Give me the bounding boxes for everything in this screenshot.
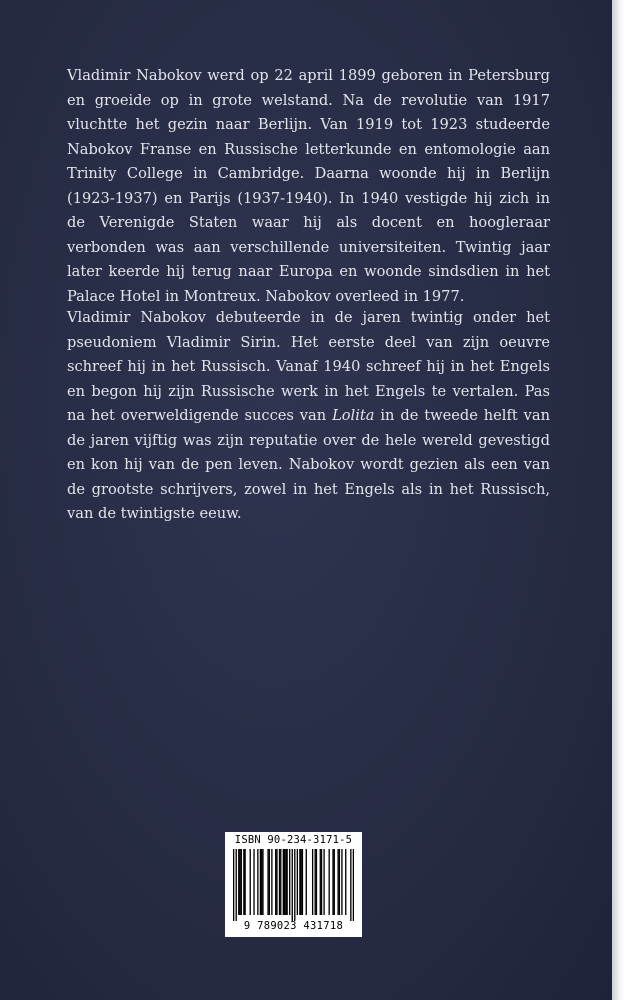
barcode-bar xyxy=(262,849,263,915)
barcode-bar xyxy=(236,849,237,921)
barcode-label xyxy=(225,832,362,937)
barcode-bar xyxy=(271,849,272,915)
ean-digits: 9 789023 431718 xyxy=(243,920,344,932)
barcode-bar xyxy=(241,849,242,915)
barcode-bar xyxy=(332,849,333,915)
isbn-number: ISBN 90-234-3171-5 xyxy=(234,834,353,846)
barcode-bar xyxy=(284,849,285,915)
barcode-bar xyxy=(294,849,295,921)
barcode-bar xyxy=(239,849,240,915)
barcode-bar xyxy=(276,849,277,915)
barcode-bar xyxy=(267,849,268,915)
barcode-bar xyxy=(306,849,307,915)
author-works-paragraph xyxy=(67,306,550,527)
barcode-bar xyxy=(244,849,245,915)
barcode-bar xyxy=(350,849,351,921)
barcode-bar xyxy=(329,849,330,915)
barcode-bar xyxy=(345,849,346,915)
barcode-bar xyxy=(275,849,276,915)
barcode-bar xyxy=(312,849,313,915)
barcode-bar xyxy=(260,849,261,915)
barcode-bars xyxy=(233,849,354,921)
barcode-bar xyxy=(289,849,290,915)
barcode-bar xyxy=(269,849,270,915)
barcode-bar xyxy=(243,849,244,915)
book-title-lolita: Lolita xyxy=(332,407,375,424)
barcode-bar xyxy=(302,849,303,915)
barcode-bar xyxy=(315,849,316,915)
barcode-bar xyxy=(250,849,251,915)
barcode-bar xyxy=(283,849,284,915)
paragraph-text: Vladimir Nabokov werd op 22 april 1899 geboren in Petersburg en groeide op in grote welstand. Na de revolutie van 1917 vluchtte het gezin naar Berlijn. Van 1919 tot 1923 studeerde Nabokov Franse en Russische letterkunde en entomologie aan Trinity College in Cambridge. Daarna woonde hij in Berlijn (1923-1937) en Parijs (1937-1940). In 1940 vestigde hij zich in de Verenigde Staten waar hij als docent en hoogleraar verbonden was aan verschillende universiteiten. Twintig jaar later keerde hij terug naar Europa en woonde sindsdien in het Palace Hotel in Montreux. Nabokov overleed in 1977. xyxy=(67,67,550,305)
barcode-bar xyxy=(341,849,342,915)
barcode-bar xyxy=(323,849,324,915)
barcode-bar xyxy=(285,849,286,915)
barcode-bar xyxy=(339,849,340,915)
barcode-bar xyxy=(292,849,293,921)
barcode-bar xyxy=(353,849,354,921)
paragraph-text: in de tweede helft van de jaren vijftig was zijn reputatie over de hele wereld gevestigd en kon hij van de pen leven. Nabokov wordt gezien als een van de grootste schrijvers, zowel in het Engels als in het Russisch, van de twintigste eeuw. xyxy=(67,407,550,522)
barcode-bar xyxy=(320,849,321,915)
author-bio-paragraph xyxy=(67,64,550,309)
barcode-bar xyxy=(321,849,322,915)
barcode-bar xyxy=(297,849,298,915)
barcode-bar xyxy=(238,849,239,915)
barcode-bar xyxy=(253,849,254,915)
barcode-bar xyxy=(257,849,258,915)
barcode-bar xyxy=(337,849,338,915)
barcode-bar xyxy=(316,849,317,915)
paragraph-text: Vladimir Nabokov debuteerde in de jaren twintig onder het pseudoniem Vladimir Sirin. Het eerste deel van zijn oeuvre schreef hij in het Russisch. Vanaf 1940 schreef hij in het Engels en begon hij zijn Russische werk in het Engels te vertalen. Pas na het overweldigende succes van xyxy=(67,309,550,424)
barcode-bar xyxy=(334,849,335,915)
barcode-bar xyxy=(301,849,302,915)
page-edge xyxy=(612,0,625,1000)
barcode-bar xyxy=(299,849,300,915)
barcode-bar xyxy=(280,849,281,915)
barcode-bar xyxy=(233,849,234,921)
barcode-bar xyxy=(279,849,280,915)
barcode-bar xyxy=(261,849,262,915)
barcode-bar xyxy=(286,849,287,915)
